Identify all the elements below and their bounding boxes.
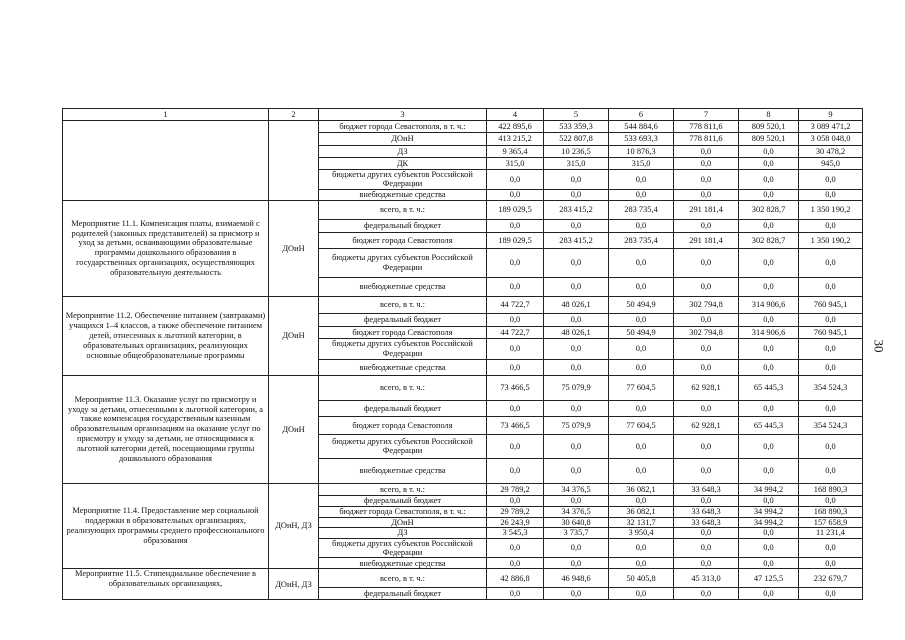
- funding-source: всего, в т. ч.:: [319, 375, 487, 400]
- value-cell: 29 789,2: [487, 483, 544, 495]
- value-cell: 315,0: [544, 158, 609, 170]
- value-cell: 315,0: [609, 158, 674, 170]
- executor-cell: ДОиН: [269, 200, 319, 296]
- value-cell: 0,0: [739, 458, 799, 483]
- value-cell: 0,0: [609, 277, 674, 296]
- value-cell: 0,0: [487, 170, 544, 190]
- value-cell: 3 545,3: [487, 528, 544, 538]
- funding-source: бюджет города Севастополя: [319, 416, 487, 434]
- value-cell: 0,0: [487, 588, 544, 600]
- table-row: [63, 200, 863, 219]
- value-cell: 0,0: [487, 538, 544, 558]
- value-cell: 0,0: [544, 434, 609, 458]
- header-row: [63, 109, 863, 121]
- value-cell: 0,0: [609, 400, 674, 416]
- value-cell: 0,0: [799, 277, 863, 296]
- value-cell: 44 722,7: [487, 326, 544, 338]
- value-cell: 33 648,3: [674, 506, 739, 517]
- value-cell: 9 365,4: [487, 146, 544, 158]
- executor-cell: ДОиН, ДЗ: [269, 569, 319, 600]
- event-description: Мероприятие 11.3. Оказание услуг по присмотру и уходу за детьми, отнесенными к льготной категории, а также компенсация государственным казенным образовательным организациям на оказание услуг по присмотру и уходу за детьми, не относящимися к льготной категории детей, посещающими группы дошкольного образования: [63, 375, 269, 483]
- value-cell: 0,0: [799, 558, 863, 569]
- value-cell: 0,0: [799, 313, 863, 326]
- event-description: Мероприятие 11.5. Стипендиальное обеспечение в образовательных организациях,: [63, 569, 269, 600]
- value-cell: 77 604,5: [609, 416, 674, 434]
- value-cell: 302 828,7: [739, 200, 799, 219]
- value-cell: 0,0: [609, 248, 674, 277]
- value-cell: 77 604,5: [609, 375, 674, 400]
- value-cell: 0,0: [544, 338, 609, 359]
- funding-source: федеральный бюджет: [319, 400, 487, 416]
- value-cell: 0,0: [609, 588, 674, 600]
- value-cell: 168 890,3: [799, 483, 863, 495]
- value-cell: 3 089 471,2: [799, 121, 863, 133]
- value-cell: 0,0: [544, 359, 609, 375]
- table-row: [63, 375, 863, 400]
- funding-table: [62, 108, 863, 600]
- value-cell: 0,0: [739, 588, 799, 600]
- value-cell: 50 494,9: [609, 296, 674, 313]
- value-cell: 168 890,3: [799, 506, 863, 517]
- value-cell: 0,0: [487, 338, 544, 359]
- value-cell: 10 236,5: [544, 146, 609, 158]
- value-cell: 46 948,6: [544, 569, 609, 588]
- value-cell: 0,0: [739, 219, 799, 232]
- value-cell: 30 640,8: [544, 517, 609, 527]
- value-cell: 0,0: [799, 458, 863, 483]
- value-cell: 0,0: [739, 359, 799, 375]
- value-cell: 65 445,3: [739, 375, 799, 400]
- value-cell: 47 125,5: [739, 569, 799, 588]
- value-cell: 0,0: [609, 170, 674, 190]
- funding-source: всего, в т. ч.:: [319, 296, 487, 313]
- value-cell: 0,0: [799, 189, 863, 200]
- value-cell: 1 350 190,2: [799, 232, 863, 248]
- event-description: Мероприятие 11.2. Обеспечение питанием (завтраками) учащихся 1–4 классов, а также обеспечение питанием детей, отнесенных к льготной категории, в образовательных организациях, реализующих основные общеобразовательные программы: [63, 296, 269, 375]
- value-cell: 10 876,3: [609, 146, 674, 158]
- value-cell: 0,0: [544, 588, 609, 600]
- value-cell: 0,0: [739, 189, 799, 200]
- value-cell: 0,0: [674, 538, 739, 558]
- value-cell: 0,0: [544, 189, 609, 200]
- value-cell: 45 313,0: [674, 569, 739, 588]
- value-cell: 0,0: [739, 277, 799, 296]
- value-cell: 33 648,3: [674, 517, 739, 527]
- header-cell: 1: [63, 109, 269, 121]
- value-cell: 945,0: [799, 158, 863, 170]
- value-cell: 26 243,9: [487, 517, 544, 527]
- funding-source: внебюджетные средства: [319, 359, 487, 375]
- value-cell: 0,0: [487, 189, 544, 200]
- funding-source: ДОиН: [319, 133, 487, 146]
- value-cell: 0,0: [799, 434, 863, 458]
- value-cell: 48 026,1: [544, 296, 609, 313]
- value-cell: 232 679,7: [799, 569, 863, 588]
- value-cell: 0,0: [609, 458, 674, 483]
- value-cell: 189 029,5: [487, 200, 544, 219]
- value-cell: 0,0: [487, 219, 544, 232]
- value-cell: 0,0: [544, 495, 609, 506]
- value-cell: 75 079,9: [544, 375, 609, 400]
- table-row: [63, 483, 863, 495]
- value-cell: 0,0: [544, 538, 609, 558]
- header-cell: 7: [674, 109, 739, 121]
- value-cell: 0,0: [799, 338, 863, 359]
- value-cell: 0,0: [544, 170, 609, 190]
- value-cell: 0,0: [609, 495, 674, 506]
- value-cell: 34 994,2: [739, 483, 799, 495]
- value-cell: 1 350 190,2: [799, 200, 863, 219]
- value-cell: 3 735,7: [544, 528, 609, 538]
- header-cell: 8: [739, 109, 799, 121]
- value-cell: 0,0: [739, 248, 799, 277]
- value-cell: 0,0: [487, 495, 544, 506]
- value-cell: 283 735,4: [609, 232, 674, 248]
- value-cell: 0,0: [609, 219, 674, 232]
- value-cell: 0,0: [674, 359, 739, 375]
- value-cell: 314 906,6: [739, 296, 799, 313]
- value-cell: 522 807,8: [544, 133, 609, 146]
- value-cell: 291 181,4: [674, 232, 739, 248]
- value-cell: 413 215,2: [487, 133, 544, 146]
- value-cell: 3 058 048,0: [799, 133, 863, 146]
- value-cell: 0,0: [674, 338, 739, 359]
- event-description: Мероприятие 11.1. Компенсация платы, взимаемой с родителей (законных представителей) за присмотр и уход за детьми, осваивающими образовательные программы дошкольного образования в государственных организациях, осуществляющих образовательную деятельность: [63, 200, 269, 296]
- funding-source: всего, в т. ч.:: [319, 483, 487, 495]
- value-cell: 42 886,8: [487, 569, 544, 588]
- funding-source: бюджеты других субъектов Российской Федерации: [319, 434, 487, 458]
- funding-source: внебюджетные средства: [319, 189, 487, 200]
- funding-source: внебюджетные средства: [319, 277, 487, 296]
- funding-source: внебюджетные средства: [319, 458, 487, 483]
- value-cell: 0,0: [544, 458, 609, 483]
- value-cell: 48 026,1: [544, 326, 609, 338]
- executor-cell: ДОиН, ДЗ: [269, 483, 319, 569]
- value-cell: 32 131,7: [609, 517, 674, 527]
- value-cell: 283 415,2: [544, 200, 609, 219]
- value-cell: 0,0: [544, 313, 609, 326]
- funding-source: ДОиН: [319, 517, 487, 527]
- value-cell: 0,0: [799, 219, 863, 232]
- value-cell: 0,0: [487, 434, 544, 458]
- value-cell: 34 376,5: [544, 483, 609, 495]
- value-cell: 0,0: [674, 588, 739, 600]
- funding-source: федеральный бюджет: [319, 219, 487, 232]
- value-cell: 73 466,5: [487, 416, 544, 434]
- value-cell: 0,0: [674, 558, 739, 569]
- value-cell: 283 415,2: [544, 232, 609, 248]
- value-cell: 0,0: [544, 558, 609, 569]
- executor-cell: [269, 121, 319, 201]
- value-cell: 0,0: [674, 189, 739, 200]
- value-cell: 760 945,1: [799, 296, 863, 313]
- value-cell: 0,0: [799, 538, 863, 558]
- value-cell: 0,0: [739, 170, 799, 190]
- value-cell: 34 994,2: [739, 506, 799, 517]
- funding-source: всего, в т. ч.:: [319, 569, 487, 588]
- value-cell: 0,0: [799, 248, 863, 277]
- value-cell: 33 648,3: [674, 483, 739, 495]
- value-cell: 354 524,3: [799, 416, 863, 434]
- funding-source: ДЗ: [319, 528, 487, 538]
- page-number: 30: [871, 339, 887, 353]
- funding-source: бюджет города Севастополя: [319, 326, 487, 338]
- value-cell: 0,0: [674, 313, 739, 326]
- funding-source: внебюджетные средства: [319, 558, 487, 569]
- value-cell: 302 794,8: [674, 296, 739, 313]
- value-cell: 36 082,1: [609, 483, 674, 495]
- value-cell: 0,0: [609, 359, 674, 375]
- funding-source: федеральный бюджет: [319, 495, 487, 506]
- value-cell: 0,0: [487, 277, 544, 296]
- executor-cell: ДОиН: [269, 375, 319, 483]
- value-cell: 314 906,6: [739, 326, 799, 338]
- event-description: Мероприятие 11.4. Предоставление мер социальной поддержки в образовательных организациях, реализующих программы среднего профессионального образования: [63, 483, 269, 569]
- funding-source: бюджет города Севастополя, в т. ч.:: [319, 121, 487, 133]
- header-cell: 4: [487, 109, 544, 121]
- funding-source: федеральный бюджет: [319, 313, 487, 326]
- value-cell: 0,0: [609, 313, 674, 326]
- value-cell: 0,0: [487, 458, 544, 483]
- value-cell: 0,0: [739, 338, 799, 359]
- value-cell: 760 945,1: [799, 326, 863, 338]
- value-cell: 0,0: [739, 538, 799, 558]
- value-cell: 302 828,7: [739, 232, 799, 248]
- value-cell: 0,0: [487, 400, 544, 416]
- table-row: [63, 296, 863, 313]
- value-cell: 422 895,6: [487, 121, 544, 133]
- value-cell: 30 478,2: [799, 146, 863, 158]
- value-cell: 533 359,3: [544, 121, 609, 133]
- value-cell: 0,0: [674, 495, 739, 506]
- value-cell: 0,0: [487, 248, 544, 277]
- value-cell: 62 928,1: [674, 416, 739, 434]
- table-row: [63, 121, 863, 133]
- funding-source: бюджет города Севастополя: [319, 232, 487, 248]
- value-cell: 0,0: [674, 277, 739, 296]
- value-cell: 157 658,9: [799, 517, 863, 527]
- header-cell: 3: [319, 109, 487, 121]
- value-cell: 0,0: [544, 277, 609, 296]
- value-cell: 0,0: [739, 158, 799, 170]
- funding-source: бюджеты других субъектов Российской Федерации: [319, 538, 487, 558]
- value-cell: 0,0: [674, 400, 739, 416]
- value-cell: 34 994,2: [739, 517, 799, 527]
- value-cell: 0,0: [487, 558, 544, 569]
- executor-cell: ДОиН: [269, 296, 319, 375]
- value-cell: 0,0: [739, 400, 799, 416]
- value-cell: 291 181,4: [674, 200, 739, 219]
- value-cell: 778 811,6: [674, 133, 739, 146]
- value-cell: 0,0: [739, 146, 799, 158]
- value-cell: 0,0: [674, 248, 739, 277]
- funding-source: федеральный бюджет: [319, 588, 487, 600]
- value-cell: 0,0: [674, 146, 739, 158]
- funding-source: бюджеты других субъектов Российской Федерации: [319, 170, 487, 190]
- value-cell: 0,0: [739, 558, 799, 569]
- value-cell: 75 079,9: [544, 416, 609, 434]
- value-cell: 50 494,9: [609, 326, 674, 338]
- event-description: [63, 121, 269, 201]
- value-cell: 0,0: [609, 538, 674, 558]
- value-cell: 0,0: [739, 528, 799, 538]
- value-cell: 0,0: [609, 189, 674, 200]
- header-cell: 5: [544, 109, 609, 121]
- value-cell: 0,0: [674, 528, 739, 538]
- value-cell: 11 231,4: [799, 528, 863, 538]
- value-cell: 73 466,5: [487, 375, 544, 400]
- value-cell: 283 735,4: [609, 200, 674, 219]
- header-cell: 2: [269, 109, 319, 121]
- value-cell: 778 811,6: [674, 121, 739, 133]
- table-row: [63, 569, 863, 588]
- value-cell: 544 884,6: [609, 121, 674, 133]
- value-cell: 0,0: [609, 338, 674, 359]
- value-cell: 36 082,1: [609, 506, 674, 517]
- funding-source: ДК: [319, 158, 487, 170]
- value-cell: 3 950,4: [609, 528, 674, 538]
- value-cell: 0,0: [609, 558, 674, 569]
- value-cell: 0,0: [487, 313, 544, 326]
- value-cell: 0,0: [609, 434, 674, 458]
- value-cell: 0,0: [487, 359, 544, 375]
- header-cell: 6: [609, 109, 674, 121]
- value-cell: 0,0: [674, 158, 739, 170]
- value-cell: 315,0: [487, 158, 544, 170]
- value-cell: 0,0: [544, 219, 609, 232]
- value-cell: 302 794,8: [674, 326, 739, 338]
- value-cell: 44 722,7: [487, 296, 544, 313]
- value-cell: 0,0: [799, 170, 863, 190]
- value-cell: 0,0: [799, 400, 863, 416]
- value-cell: 0,0: [674, 170, 739, 190]
- value-cell: 0,0: [799, 359, 863, 375]
- value-cell: 189 029,5: [487, 232, 544, 248]
- value-cell: 0,0: [799, 588, 863, 600]
- value-cell: 0,0: [799, 495, 863, 506]
- funding-source: бюджет города Севастополя, в т. ч.:: [319, 506, 487, 517]
- value-cell: 65 445,3: [739, 416, 799, 434]
- value-cell: 0,0: [739, 434, 799, 458]
- value-cell: 0,0: [739, 313, 799, 326]
- value-cell: 0,0: [674, 458, 739, 483]
- value-cell: 809 520,1: [739, 121, 799, 133]
- value-cell: 0,0: [544, 248, 609, 277]
- funding-source: бюджеты других субъектов Российской Федерации: [319, 338, 487, 359]
- value-cell: 50 405,8: [609, 569, 674, 588]
- value-cell: 62 928,1: [674, 375, 739, 400]
- header-cell: 9: [799, 109, 863, 121]
- funding-source: всего, в т. ч.:: [319, 200, 487, 219]
- value-cell: 533 693,3: [609, 133, 674, 146]
- value-cell: 0,0: [544, 400, 609, 416]
- value-cell: 809 520,1: [739, 133, 799, 146]
- value-cell: 34 376,5: [544, 506, 609, 517]
- value-cell: 0,0: [739, 495, 799, 506]
- funding-source: ДЗ: [319, 146, 487, 158]
- value-cell: 354 524,3: [799, 375, 863, 400]
- funding-source: бюджеты других субъектов Российской Федерации: [319, 248, 487, 277]
- value-cell: 0,0: [674, 219, 739, 232]
- value-cell: 0,0: [674, 434, 739, 458]
- value-cell: 29 789,2: [487, 506, 544, 517]
